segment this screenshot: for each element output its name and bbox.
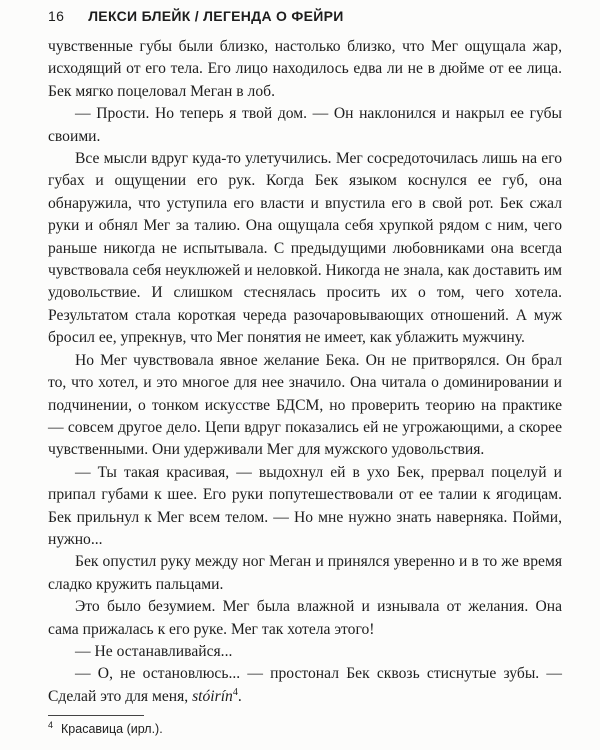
final-punctuation: . [237,687,242,705]
paragraph-last [48,663,562,708]
footnote [48,720,163,736]
paragraph: Все мысли вдруг куда-то улетучились. Мег сосредоточилась лишь на его губах и ощущении его рук. Когда Бек языком коснулся ее губ, она обнаружила, что уступила его власти и впустила его в свой рот. Бек сжал руки и обнял Мег за талию. Она ощущала себя хрупкой рядом с ним, чего раньше никогда не испытывала. С предыдущими любовниками она всегда чувствовала себя неуклюжей и неловкой. Никогда не знала, как доставить им удовольствие. И слишком стеснялась просить их о том, чего хотела. Результатом стала короткая череда разочаровывающих отношений. А муж бросил ее, упрекнув, что Мег понятия не имеет, как ублажить мужчину. [48,150,562,347]
body-text [48,36,562,708]
paragraph: — Ты такая красивая, — выдохнул ей в ухо Бек, прервал поцелуй и припал губами к шее. Его руки попутешествовали от ее талии к ягодицам. Бек прильнул к Мег всем телом. — Но мне нужно знать наверняка. Пойми, нужно... [48,463,562,548]
italic-word: stóirín [192,687,233,705]
footnote-text: Красавица (ирл.). [61,722,163,737]
paragraph: — Прости. Но теперь я твой дом. — Он наклонился и накрыл ее губы своими. [48,105,562,145]
paragraph: Это было безумием. Мег была влажной и изнывала от желания. Она сама прижалась к его руке. Мег так хотела этого! [48,598,562,638]
footnote-mark: 4 [48,720,54,730]
paragraph: Но Мег чувствовала явное желание Бека. Он не притворялся. Он брал то, что хотел, и это многое для нее значило. Она читала о доминировании и подчинении, о тонком искусстве БДСМ, но проверить теорию на практике — совсем другое дело. Цепи вдруг показались ей не угрожающими, а скорее чувственными. Они удерживали Мег для мужского удовольствия. [48,351,562,459]
paragraph: Бек опустил руку между ног Меган и принялся уверенно и в то же время сладко кружить пальцами. [48,553,562,593]
running-head [48,8,344,24]
page-number: 16 [48,8,65,24]
paragraph: чувственные губы были близко, настолько близко, что Мег ощущала жар, исходящий от его тела. Его лицо находилось едва ли не в дюйме от ее лица. Бек мягко поцеловал Меган в лоб. [48,38,562,100]
paragraph: — Не останавливайся... [75,642,233,660]
paragraph-text: — О, не остановлюсь... — простонал Бек сквозь стиснутые зубы. — Сделай это для меня, [48,665,562,705]
footnote-divider [48,715,144,716]
footnote-reference[interactable]: 4 [232,686,238,698]
running-title: ЛЕКСИ БЛЕЙК / ЛЕГЕНДА О ФЕЙРИ [88,8,344,24]
